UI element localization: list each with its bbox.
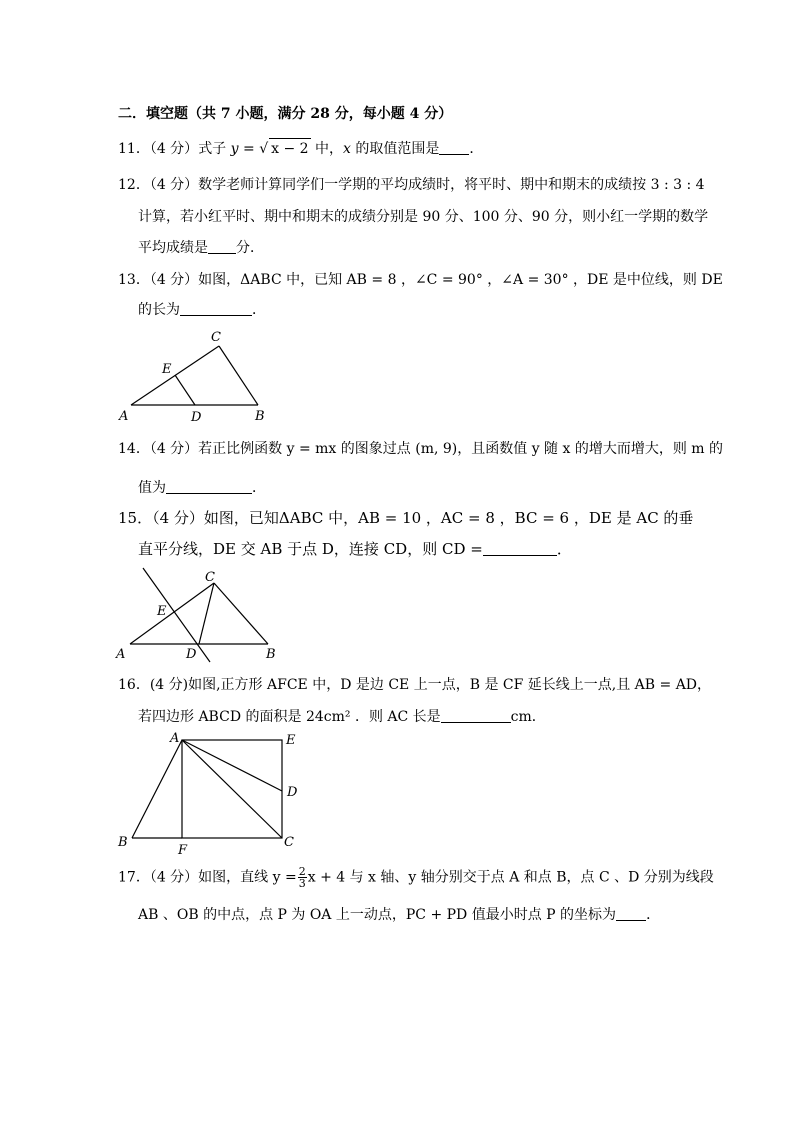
q15-label-b: B xyxy=(266,647,276,662)
q15-label-a: A xyxy=(116,647,126,662)
q16-line-2b: cm． xyxy=(510,709,546,725)
q13-line-2 xyxy=(138,300,266,320)
q16-label-c: C xyxy=(284,835,294,850)
q11-text-b: 中， xyxy=(310,141,344,157)
q17-line-2a: AB 、OB 的中点，点 P 为 OA 上一动点，PC + PD 值最小时点 P 的坐标为 xyxy=(138,907,617,923)
q13-line-2b: ． xyxy=(252,302,266,318)
q15-line-2 xyxy=(138,539,572,559)
q17-frac-denominator: 3 xyxy=(298,877,306,890)
q13-answer-blank[interactable] xyxy=(180,301,252,316)
q12-line-3a: 平均成绩是 xyxy=(138,240,208,256)
q11-text-c: 的取值范围是 xyxy=(350,141,440,157)
q15-bisector-line xyxy=(143,568,210,662)
q17-frac-numerator: 2 xyxy=(298,865,306,878)
q13-label-a: A xyxy=(119,409,129,424)
q14-line-1: 14．（4 分）若正比例函数 y = mx 的图象过点 (m, 9)，且函数值 y 随 x 的增大而增大，则 m 的 xyxy=(118,441,724,457)
q14-line-2a: 值为 xyxy=(138,480,166,496)
q12-line-1: 12．（4 分）数学老师计算同学们一学期的平均成绩时，将平时、期中和期末的成绩按 3 : 3 : 4 xyxy=(118,177,705,193)
q15-line-1: 15．（4 分）如图，已知ΔABC 中，AB = 10 ，AC = 8 ，BC = 6 ，DE 是 AC 的垂 xyxy=(118,509,694,527)
q16-label-b: B xyxy=(118,835,128,850)
q13-label-d: D xyxy=(191,410,202,425)
q15-line-2b: ． xyxy=(556,540,572,558)
q11-eq: = xyxy=(238,141,260,157)
q17-line-1b: x + 4 与 x 轴、y 轴分别交于点 A 和点 B，点 C 、D 分别为线段 xyxy=(307,869,714,886)
q13-side-bc xyxy=(219,346,258,405)
q16-answer-blank[interactable] xyxy=(441,708,511,723)
q16-line-2 xyxy=(138,707,546,727)
q11-x: x xyxy=(343,141,351,157)
q16-label-e: E xyxy=(286,733,296,748)
q16-label-d: D xyxy=(287,785,298,800)
section-header: 二．填空题（共 7 小题，满分 28 分，每小题 4 分） xyxy=(118,106,453,122)
q12-line-3b: 分． xyxy=(236,240,264,256)
q11-number: 11． xyxy=(118,141,150,157)
q13-line-1: 13．（4 分）如图，ΔABC 中，已知 AB = 8 ，∠C = 90° ，∠A = 30° ，DE 是中位线，则 DE xyxy=(118,272,723,288)
q12-line-2: 计算，若小红平时、期中和期末的成绩分别是 90 分、100 分、90 分，则小红一学期的数学 xyxy=(138,209,709,225)
q15-answer-blank[interactable] xyxy=(483,541,557,556)
q15-side-bc xyxy=(214,583,268,644)
q13-line-2a: 的长为 xyxy=(138,302,180,318)
question-11: 11．（4 分）式子 y = √ x − 2 中，x 的取值范围是 ． xyxy=(118,138,483,159)
q14-line-2b: ． xyxy=(252,480,266,496)
q14-line-2 xyxy=(138,478,266,498)
q11-answer-blank[interactable] xyxy=(439,140,469,155)
q12-line-3 xyxy=(138,238,264,258)
q15-triangle-figure xyxy=(110,562,280,667)
q17-line-2 xyxy=(138,905,660,925)
q13-segment-de xyxy=(175,375,195,405)
q17-answer-blank[interactable] xyxy=(616,906,646,921)
q15-label-e: E xyxy=(157,604,167,619)
q16-line-1: 16．(4 分)如图,正方形 AFCE 中，D 是边 CE 上一点，B 是 CF 延长线上一点,且 AB = AD， xyxy=(118,677,712,693)
q11-y: y xyxy=(230,141,239,157)
q17-line-1a: 17．（4 分）如图，直线 y = xyxy=(118,869,297,886)
q14-answer-blank[interactable] xyxy=(166,479,252,494)
q16-diagonal-ac xyxy=(182,740,282,838)
q15-line-2a: 直平分线，DE 交 AB 于点 D，连接 CD，则 CD = xyxy=(138,540,483,558)
q16-segment-ad xyxy=(182,740,282,791)
q12-answer-blank[interactable] xyxy=(208,239,236,254)
q15-label-c: C xyxy=(205,570,215,585)
q13-label-c: C xyxy=(211,330,221,345)
q13-label-e: E xyxy=(162,362,172,377)
q16-segment-ab xyxy=(132,740,182,838)
q13-label-b: B xyxy=(255,409,265,424)
q16-label-f: F xyxy=(178,843,188,858)
q11-end: ． xyxy=(469,141,484,157)
q17-line-1 xyxy=(118,866,714,889)
q13-triangle-figure xyxy=(115,325,275,425)
q11-text-a: 式子 xyxy=(198,141,231,157)
q16-square-figure xyxy=(112,728,312,858)
q11-radicand: x − 2 xyxy=(269,138,310,159)
q16-line-2a: 若四边形 ABCD 的面积是 24cm² ．则 AC 长是 xyxy=(138,709,441,725)
q16-label-a: A xyxy=(170,731,180,746)
q15-label-d: D xyxy=(186,647,197,662)
q17-fraction xyxy=(298,866,307,889)
q17-line-2b: ． xyxy=(646,907,661,923)
q11-score: （4 分） xyxy=(149,141,199,157)
